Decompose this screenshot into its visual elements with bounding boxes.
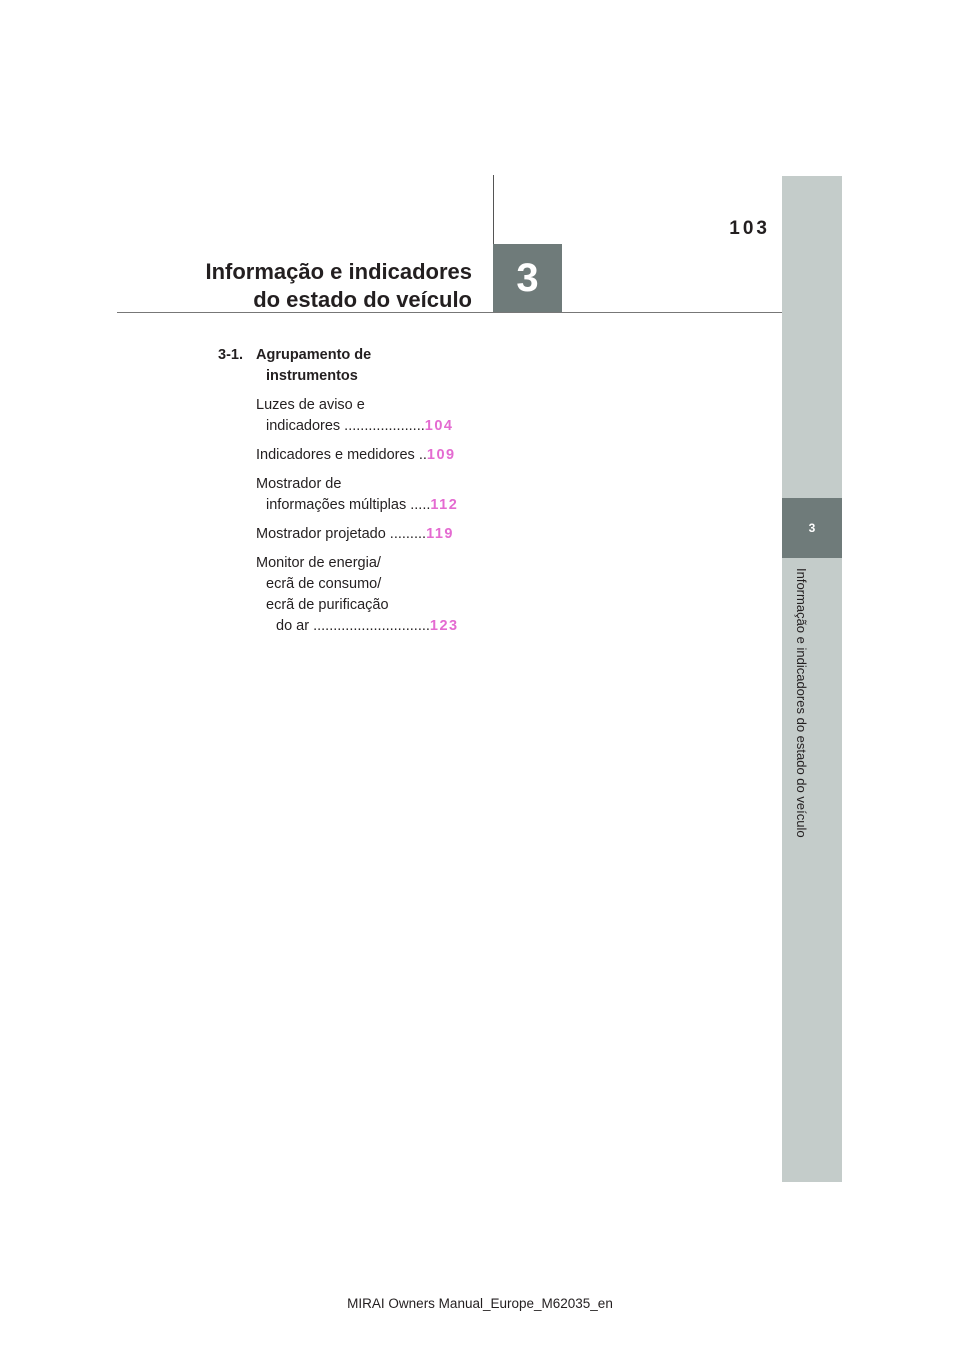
toc-page-link[interactable]: 119 — [426, 526, 454, 542]
toc-page-link[interactable]: 112 — [430, 497, 459, 513]
chapter-title-line2: do estado do veículo — [253, 287, 472, 312]
table-of-contents — [218, 345, 468, 637]
toc-section-heading[interactable] — [218, 345, 468, 387]
footer: MIRAI Owners Manual_Europe_M62035_en — [347, 1296, 613, 1311]
chapter-number-box: 3 — [493, 244, 562, 312]
toc-entry-line: Monitor de energia/ — [256, 555, 381, 571]
toc-entry-line: ecrã de consumo/ — [266, 576, 382, 592]
header-vertical-rule — [493, 175, 494, 245]
toc-entry-gauges[interactable] — [256, 445, 468, 466]
toc-entry-line: Mostrador de — [256, 476, 342, 492]
toc-entry-line: do ar ............................. — [276, 618, 430, 634]
toc-page-link[interactable]: 109 — [426, 447, 456, 463]
toc-page-link[interactable]: 104 — [424, 418, 454, 434]
toc-entry-line: informações múltiplas ..... — [266, 497, 431, 513]
page-number: 103 — [729, 218, 770, 239]
toc-section-title-line2: instrumentos — [266, 368, 358, 384]
toc-entry-line: Mostrador projetado ......... — [256, 526, 427, 542]
toc-section-title-line1: Agrupamento de — [256, 347, 372, 363]
toc-entry-energy-monitor[interactable] — [256, 553, 468, 637]
chapter-title-line1: Informação e indicadores — [205, 259, 472, 284]
toc-section-number: 3-1. — [218, 347, 243, 363]
side-tab-number: 3 — [782, 498, 842, 558]
toc-entry-line: ecrã de purificação — [266, 597, 389, 613]
toc-entry-line: Indicadores e medidores .. — [256, 447, 427, 463]
toc-entry-line: Luzes de aviso e — [256, 397, 365, 413]
toc-entry-multi-display[interactable] — [256, 474, 468, 516]
chapter-title — [150, 258, 472, 314]
toc-entry-head-up-display[interactable] — [256, 524, 468, 545]
toc-entry-line: indicadores .................... — [266, 418, 425, 434]
side-tab-title: Informação e indicadores do estado do veículo — [794, 568, 809, 838]
toc-entry-warning-lights[interactable] — [256, 395, 468, 437]
toc-page-link[interactable]: 123 — [429, 618, 459, 634]
